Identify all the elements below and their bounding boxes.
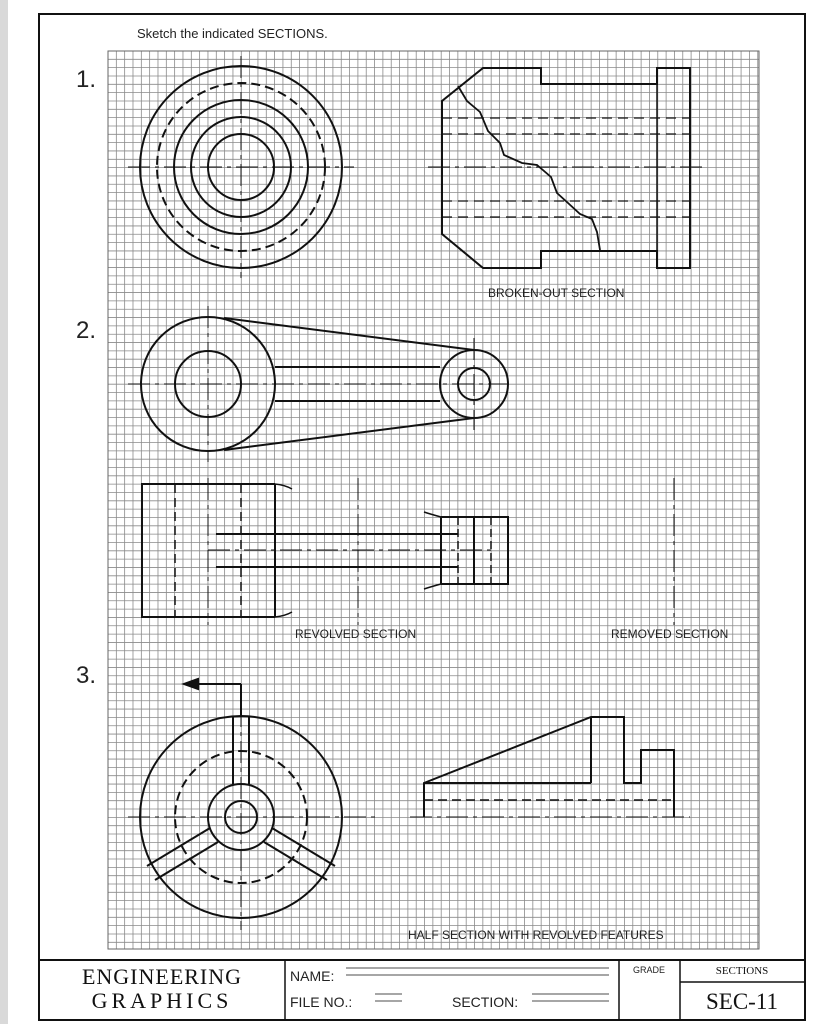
sheet-number: SEC-11 [706,989,778,1014]
removed-section-label: REMOVED SECTION [611,627,729,641]
problem-number-3: 3. [76,662,97,689]
section-field-label: SECTION: [452,994,519,1010]
broken-out-section-label: BROKEN-OUT SECTION [488,286,625,300]
sheet-title: SECTIONS [715,965,769,977]
revolved-section-label: REVOLVED SECTION [295,627,417,641]
problem-number-1: 1. [76,66,97,93]
brand-line-2: GRAPHICS [91,988,233,1013]
name-field-label: NAME: [290,968,335,984]
grade-label: GRADE [632,965,666,975]
problem-number-2: 2. [76,317,97,344]
brand-line-1: ENGINEERING [81,964,243,989]
half-section-label: HALF SECTION WITH REVOLVED FEATURES [408,928,664,942]
instruction-text: Sketch the indicated SECTIONS. [137,26,328,41]
file-no-field-label: FILE NO.: [290,994,353,1010]
